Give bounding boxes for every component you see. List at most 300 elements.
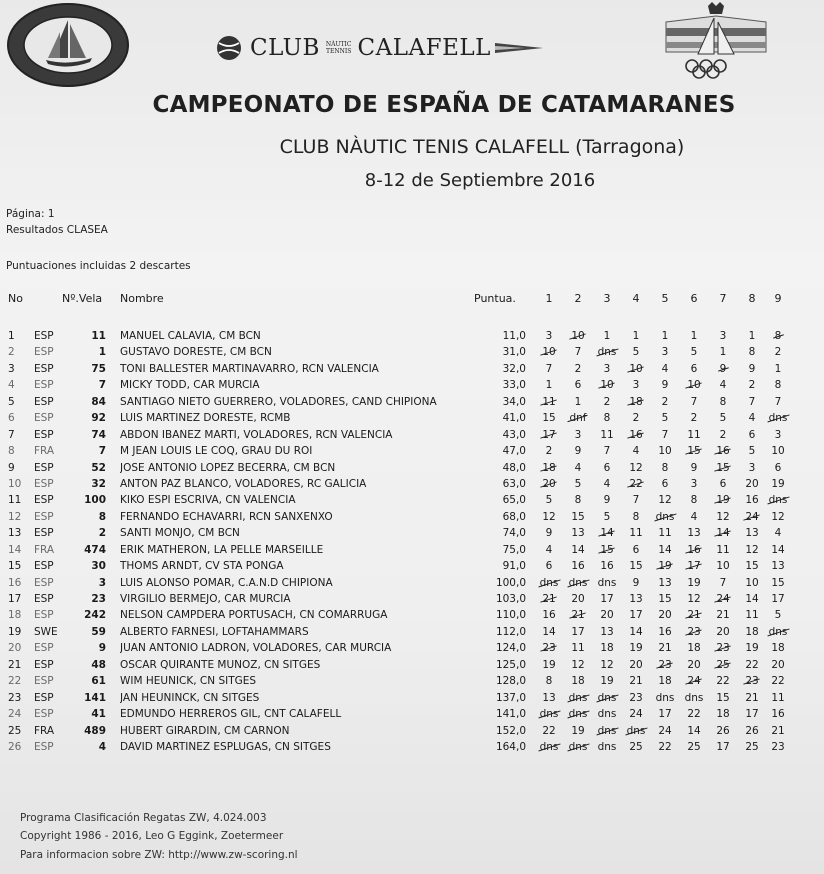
row-points: 74,0 bbox=[502, 527, 526, 540]
race-score: 19 bbox=[771, 477, 785, 490]
race-score: 2 bbox=[574, 362, 582, 375]
race-result-2 bbox=[563, 478, 593, 490]
race-result-5 bbox=[650, 741, 680, 753]
race-result-7 bbox=[708, 363, 738, 375]
race-score: 13 bbox=[542, 691, 556, 704]
club-word: CLUB bbox=[250, 35, 320, 61]
race-result-4 bbox=[621, 708, 651, 720]
table-row bbox=[0, 379, 824, 395]
row-sail-number: 92 bbox=[91, 412, 106, 425]
race-score: 6 bbox=[748, 428, 756, 441]
race-score: 3 bbox=[632, 379, 640, 392]
race-result-2 bbox=[563, 527, 593, 539]
race-result-1 bbox=[534, 330, 564, 342]
race-result-4 bbox=[621, 642, 651, 654]
discarded-score: dns bbox=[539, 576, 559, 589]
race-result-4 bbox=[621, 445, 651, 457]
race-result-3 bbox=[592, 725, 622, 737]
race-result-1 bbox=[534, 511, 564, 523]
race-result-4 bbox=[621, 544, 651, 556]
race-result-2 bbox=[563, 412, 593, 424]
discarded-score: 16 bbox=[687, 543, 701, 556]
race-result-2 bbox=[563, 396, 593, 408]
row-position: 23 bbox=[8, 691, 22, 704]
race-result-4 bbox=[621, 478, 651, 490]
race-score: 10 bbox=[658, 445, 672, 458]
row-points: 110,0 bbox=[495, 609, 526, 622]
row-points: 100,0 bbox=[495, 576, 526, 589]
race-result-6 bbox=[679, 725, 709, 737]
row-points: 103,0 bbox=[495, 593, 526, 605]
header-race-8: 8 bbox=[748, 292, 756, 305]
race-result-7 bbox=[708, 609, 738, 621]
race-result-5 bbox=[650, 609, 680, 621]
page-number: Página: 1 bbox=[6, 208, 55, 220]
race-score: 16 bbox=[771, 708, 785, 721]
race-result-2 bbox=[563, 593, 593, 605]
race-score: 25 bbox=[687, 740, 701, 753]
race-score: 11 bbox=[600, 428, 614, 441]
race-result-6 bbox=[679, 642, 709, 654]
pennant-icon bbox=[495, 41, 543, 55]
club-name: CALAFELL bbox=[357, 35, 491, 61]
row-sail-number: 4 bbox=[98, 740, 106, 753]
race-result-4 bbox=[621, 675, 651, 687]
header-no: No bbox=[8, 292, 23, 305]
race-score: 5 bbox=[632, 346, 640, 359]
race-score: 5 bbox=[748, 445, 756, 458]
race-result-5 bbox=[650, 363, 680, 375]
row-name: ABDON IBAÑEZ MARTI, VOLADORES, RCN VALENCIA bbox=[120, 428, 393, 441]
row-position: 20 bbox=[8, 642, 22, 655]
race-score: 22 bbox=[687, 708, 701, 721]
row-sail-number: 23 bbox=[91, 593, 106, 605]
row-nation: ESP bbox=[34, 658, 54, 671]
table-row bbox=[0, 626, 824, 642]
race-result-5 bbox=[650, 379, 680, 391]
row-nation: ESP bbox=[34, 362, 54, 375]
race-result-1 bbox=[534, 478, 564, 490]
race-result-2 bbox=[563, 642, 593, 654]
race-result-3 bbox=[592, 626, 622, 638]
race-score: 7 bbox=[719, 576, 727, 589]
race-result-7 bbox=[708, 593, 738, 605]
race-score: 12 bbox=[716, 510, 730, 523]
race-score: 13 bbox=[600, 625, 614, 638]
race-result-4 bbox=[621, 725, 651, 737]
race-result-9 bbox=[763, 725, 793, 737]
row-position: 22 bbox=[8, 675, 22, 688]
race-score: 19 bbox=[600, 675, 614, 688]
discarded-score: 19 bbox=[716, 494, 730, 507]
race-result-7 bbox=[708, 659, 738, 671]
race-result-5 bbox=[650, 626, 680, 638]
row-name: TONI BALLESTER MARTINAVARRO, RCN VALENCIA bbox=[120, 362, 379, 375]
header-race-4: 4 bbox=[632, 292, 640, 305]
row-position: 5 bbox=[8, 395, 15, 408]
race-score: 5 bbox=[574, 477, 582, 490]
race-result-6 bbox=[679, 511, 709, 523]
footer-program: Programa Clasificación Regatas ZW, 4.024.003 bbox=[20, 812, 267, 824]
race-score: 2 bbox=[690, 412, 698, 425]
race-result-2 bbox=[563, 708, 593, 720]
discarded-score: dns bbox=[539, 740, 559, 753]
race-score: 3 bbox=[719, 330, 727, 342]
row-sail-number: 9 bbox=[98, 642, 106, 655]
row-nation: ESP bbox=[34, 740, 54, 753]
race-result-2 bbox=[563, 609, 593, 621]
row-name: GUSTAVO DORESTE, CM BCN bbox=[120, 346, 272, 359]
race-score: 17 bbox=[658, 708, 672, 721]
discarded-score: 10 bbox=[629, 362, 643, 375]
race-result-4 bbox=[621, 626, 651, 638]
race-result-2 bbox=[563, 675, 593, 687]
race-result-6 bbox=[679, 527, 709, 539]
race-score: 12 bbox=[658, 494, 672, 507]
race-score: 1 bbox=[748, 330, 756, 342]
race-result-4 bbox=[621, 577, 651, 589]
race-score: 4 bbox=[719, 379, 727, 392]
race-result-7 bbox=[708, 527, 738, 539]
race-score: 9 bbox=[661, 379, 669, 392]
race-score: 24 bbox=[629, 708, 643, 721]
race-score: 22 bbox=[716, 675, 730, 688]
race-result-7 bbox=[708, 445, 738, 457]
race-result-9 bbox=[763, 609, 793, 621]
discarded-score: dns bbox=[626, 724, 646, 737]
race-result-1 bbox=[534, 626, 564, 638]
race-score: 19 bbox=[542, 658, 556, 671]
row-sail-number: 7 bbox=[98, 445, 106, 458]
discarded-score: 16 bbox=[716, 445, 730, 458]
race-result-7 bbox=[708, 494, 738, 506]
race-score: 1 bbox=[632, 330, 640, 342]
row-position: 2 bbox=[8, 346, 15, 359]
header-points: Puntua. bbox=[474, 292, 516, 305]
discarded-score: 18 bbox=[542, 461, 556, 474]
race-result-9 bbox=[763, 560, 793, 572]
race-score: 5 bbox=[719, 412, 727, 425]
row-points: 48,0 bbox=[502, 461, 526, 474]
row-position: 21 bbox=[8, 658, 22, 671]
race-score: 5 bbox=[603, 510, 611, 523]
race-score: 18 bbox=[600, 642, 614, 655]
discarded-score: 10 bbox=[542, 346, 556, 359]
row-position: 1 bbox=[8, 330, 15, 342]
row-name: LUIS MARTINEZ DORESTE, RCMB bbox=[120, 412, 291, 425]
row-sail-number: 52 bbox=[91, 461, 106, 474]
table-row bbox=[0, 330, 824, 346]
race-score: 22 bbox=[745, 658, 759, 671]
race-score: 12 bbox=[571, 658, 585, 671]
race-score: 17 bbox=[571, 625, 585, 638]
row-position: 7 bbox=[8, 428, 15, 441]
race-result-3 bbox=[592, 708, 622, 720]
discarded-score: 25 bbox=[716, 658, 730, 671]
row-name: MANUEL CALAVIA, CM BCN bbox=[120, 330, 261, 342]
club-small-2: TENNIS bbox=[326, 48, 352, 55]
race-score: 20 bbox=[571, 593, 585, 605]
race-result-2 bbox=[563, 445, 593, 457]
race-result-9 bbox=[763, 708, 793, 720]
race-result-7 bbox=[708, 412, 738, 424]
race-score: 22 bbox=[542, 724, 556, 737]
race-result-3 bbox=[592, 609, 622, 621]
race-score: 14 bbox=[629, 625, 643, 638]
race-result-6 bbox=[679, 445, 709, 457]
row-sail-number: 141 bbox=[84, 691, 106, 704]
row-nation: ESP bbox=[34, 395, 54, 408]
race-result-1 bbox=[534, 379, 564, 391]
race-result-3 bbox=[592, 527, 622, 539]
race-score: 26 bbox=[745, 724, 759, 737]
discarded-score: dns bbox=[768, 412, 788, 425]
footer-copyright: Copyright 1986 - 2016, Leo G Eggink, Zoetermeer bbox=[20, 830, 284, 842]
race-result-3 bbox=[592, 593, 622, 605]
discarded-score: dns bbox=[568, 691, 588, 704]
race-score: 8 bbox=[690, 494, 698, 507]
race-result-1 bbox=[534, 445, 564, 457]
race-score: 1 bbox=[603, 330, 611, 342]
row-position: 11 bbox=[8, 494, 22, 507]
race-result-7 bbox=[708, 511, 738, 523]
row-nation: FRA bbox=[34, 445, 55, 458]
row-nation: ESP bbox=[34, 494, 54, 507]
race-score: 14 bbox=[687, 724, 701, 737]
race-result-7 bbox=[708, 626, 738, 638]
row-name: M JEAN LOUIS LE COQ, GRAU DU ROI bbox=[120, 445, 313, 458]
row-position: 16 bbox=[8, 576, 22, 589]
discarded-score: 9 bbox=[719, 362, 727, 375]
race-result-4 bbox=[621, 511, 651, 523]
race-result-9 bbox=[763, 511, 793, 523]
race-score: 6 bbox=[661, 477, 669, 490]
row-sail-number: 75 bbox=[91, 362, 106, 375]
race-score: 21 bbox=[629, 675, 643, 688]
discarded-score: dns bbox=[539, 708, 559, 721]
race-result-6 bbox=[679, 708, 709, 720]
race-score: 4 bbox=[690, 510, 698, 523]
header-race-1: 1 bbox=[545, 292, 553, 305]
race-score: 6 bbox=[603, 461, 611, 474]
row-nation: ESP bbox=[34, 461, 54, 474]
row-name: NELSON CAMPDERA PORTUSACH, CN COMARRUGA bbox=[120, 609, 388, 622]
race-score: 8 bbox=[574, 494, 582, 507]
row-nation: ESP bbox=[34, 708, 54, 721]
discarded-score: 14 bbox=[716, 527, 730, 540]
race-score: 9 bbox=[603, 494, 611, 507]
discarded-score: 24 bbox=[716, 593, 730, 605]
row-nation: ESP bbox=[34, 642, 54, 655]
row-nation: ESP bbox=[34, 609, 54, 622]
header-race-2: 2 bbox=[574, 292, 582, 305]
race-score: 10 bbox=[771, 445, 785, 458]
race-result-1 bbox=[534, 692, 564, 704]
race-score: 10 bbox=[745, 576, 759, 589]
row-sail-number: 32 bbox=[91, 477, 106, 490]
race-score: 19 bbox=[629, 642, 643, 655]
race-result-6 bbox=[679, 462, 709, 474]
event-subtitle: CLUB NÀUTIC TENIS CALAFELL (Tarragona) bbox=[279, 136, 685, 158]
header-race-5: 5 bbox=[661, 292, 669, 305]
discarded-score: 20 bbox=[542, 477, 556, 490]
race-score: 8 bbox=[661, 461, 669, 474]
row-sail-number: 474 bbox=[84, 543, 106, 556]
race-result-1 bbox=[534, 642, 564, 654]
row-name: HUBERT GIRARDIN, CM CARNON bbox=[120, 724, 290, 737]
race-result-1 bbox=[534, 609, 564, 621]
race-result-1 bbox=[534, 560, 564, 572]
race-score: 8 bbox=[719, 395, 727, 408]
race-result-5 bbox=[650, 462, 680, 474]
race-score: 18 bbox=[771, 642, 785, 655]
race-result-5 bbox=[650, 412, 680, 424]
race-score: 22 bbox=[771, 675, 785, 688]
table-row bbox=[0, 741, 824, 757]
race-score: 19 bbox=[687, 576, 701, 589]
race-score: 18 bbox=[571, 675, 585, 688]
row-name: ALBERTO FARNESI, LOFTAHAMMARS bbox=[120, 625, 309, 638]
race-result-9 bbox=[763, 478, 793, 490]
results-table bbox=[0, 292, 824, 757]
race-score: 7 bbox=[661, 428, 669, 441]
row-name: ANTON PAZ BLANCO, VOLADORES, RC GALICIA bbox=[120, 477, 367, 490]
race-score: 11 bbox=[658, 527, 672, 540]
race-result-9 bbox=[763, 692, 793, 704]
table-row bbox=[0, 412, 824, 428]
race-result-3 bbox=[592, 396, 622, 408]
race-score: 16 bbox=[571, 560, 585, 573]
header-vela: Nº.Vela bbox=[62, 292, 103, 305]
table-row bbox=[0, 445, 824, 461]
race-score: 13 bbox=[745, 527, 759, 540]
race-score: 26 bbox=[716, 724, 730, 737]
row-sail-number: 61 bbox=[91, 675, 106, 688]
race-score: 11 bbox=[629, 527, 643, 540]
race-score: 12 bbox=[771, 510, 785, 523]
race-result-9 bbox=[763, 396, 793, 408]
race-result-3 bbox=[592, 560, 622, 572]
race-result-2 bbox=[563, 494, 593, 506]
header-race-6: 6 bbox=[690, 292, 698, 305]
race-score: 11 bbox=[745, 609, 759, 622]
race-result-6 bbox=[679, 659, 709, 671]
discarded-score: 23 bbox=[542, 642, 556, 655]
race-score: dns bbox=[597, 740, 617, 753]
race-result-2 bbox=[563, 544, 593, 556]
discarded-score: 21 bbox=[687, 609, 701, 622]
race-result-5 bbox=[650, 511, 680, 523]
race-result-4 bbox=[621, 692, 651, 704]
race-score: 6 bbox=[774, 461, 782, 474]
race-result-7 bbox=[708, 429, 738, 441]
race-result-6 bbox=[679, 692, 709, 704]
discarded-score: 23 bbox=[745, 675, 759, 688]
discarded-score: 17 bbox=[542, 428, 556, 441]
discarded-score: 21 bbox=[542, 593, 556, 605]
race-score: 5 bbox=[661, 412, 669, 425]
race-score: 23 bbox=[629, 691, 643, 704]
race-score: 2 bbox=[719, 428, 727, 441]
discarded-score: 23 bbox=[716, 642, 730, 655]
race-score: 14 bbox=[771, 543, 785, 556]
race-result-3 bbox=[592, 511, 622, 523]
race-result-4 bbox=[621, 396, 651, 408]
table-row bbox=[0, 725, 824, 741]
race-result-3 bbox=[592, 659, 622, 671]
row-points: 75,0 bbox=[502, 543, 526, 556]
race-result-9 bbox=[763, 363, 793, 375]
discarded-score: 24 bbox=[687, 675, 701, 688]
row-nation: FRA bbox=[34, 724, 55, 737]
row-points: 141,0 bbox=[495, 708, 526, 721]
race-result-6 bbox=[679, 593, 709, 605]
discarded-score: 18 bbox=[629, 395, 643, 408]
race-result-3 bbox=[592, 642, 622, 654]
row-name: THOMS ARNDT, CV STA PONGA bbox=[120, 560, 284, 573]
row-position: 12 bbox=[8, 510, 22, 523]
race-score: 7 bbox=[748, 395, 756, 408]
race-result-7 bbox=[708, 478, 738, 490]
row-points: 63,0 bbox=[502, 477, 526, 490]
row-position: 24 bbox=[8, 708, 22, 721]
race-result-5 bbox=[650, 642, 680, 654]
race-result-4 bbox=[621, 346, 651, 358]
race-result-7 bbox=[708, 708, 738, 720]
race-result-3 bbox=[592, 412, 622, 424]
race-score: 16 bbox=[658, 625, 672, 638]
race-score: 11 bbox=[716, 543, 730, 556]
race-score: 18 bbox=[745, 625, 759, 638]
race-score: 15 bbox=[745, 560, 759, 573]
race-score: 2 bbox=[632, 412, 640, 425]
race-score: 13 bbox=[629, 593, 643, 605]
row-sail-number: 489 bbox=[84, 724, 106, 737]
table-row bbox=[0, 560, 824, 576]
discarded-score: 23 bbox=[658, 658, 672, 671]
discarded-score: 15 bbox=[687, 445, 701, 458]
race-score: 2 bbox=[748, 379, 756, 392]
row-nation: FRA bbox=[34, 543, 55, 556]
race-result-4 bbox=[621, 659, 651, 671]
race-score: 15 bbox=[571, 510, 585, 523]
race-score: 20 bbox=[745, 477, 759, 490]
row-position: 14 bbox=[8, 543, 22, 556]
race-score: 9 bbox=[690, 461, 698, 474]
row-position: 13 bbox=[8, 527, 22, 540]
race-score: 16 bbox=[745, 494, 759, 507]
row-name: SANTIAGO NIETO GUERRERO, VOLADORES, CAND CHIPIONA bbox=[120, 395, 437, 408]
race-score: 7 bbox=[774, 395, 782, 408]
race-score: dns bbox=[655, 691, 675, 704]
table-row bbox=[0, 659, 824, 675]
race-score: 9 bbox=[632, 576, 640, 589]
row-name: FERNANDO ECHAVARRI, RCN SANXENXO bbox=[120, 510, 333, 523]
row-points: 91,0 bbox=[502, 560, 526, 573]
row-nation: ESP bbox=[34, 576, 54, 589]
table-row bbox=[0, 462, 824, 478]
race-result-6 bbox=[679, 330, 709, 342]
discarded-score: 17 bbox=[687, 560, 701, 573]
race-result-7 bbox=[708, 379, 738, 391]
row-sail-number: 59 bbox=[91, 625, 106, 638]
race-result-5 bbox=[650, 593, 680, 605]
race-score: 1 bbox=[545, 379, 553, 392]
row-position: 15 bbox=[8, 560, 22, 573]
race-score: 1 bbox=[661, 330, 669, 342]
race-result-5 bbox=[650, 675, 680, 687]
race-score: 17 bbox=[600, 593, 614, 605]
